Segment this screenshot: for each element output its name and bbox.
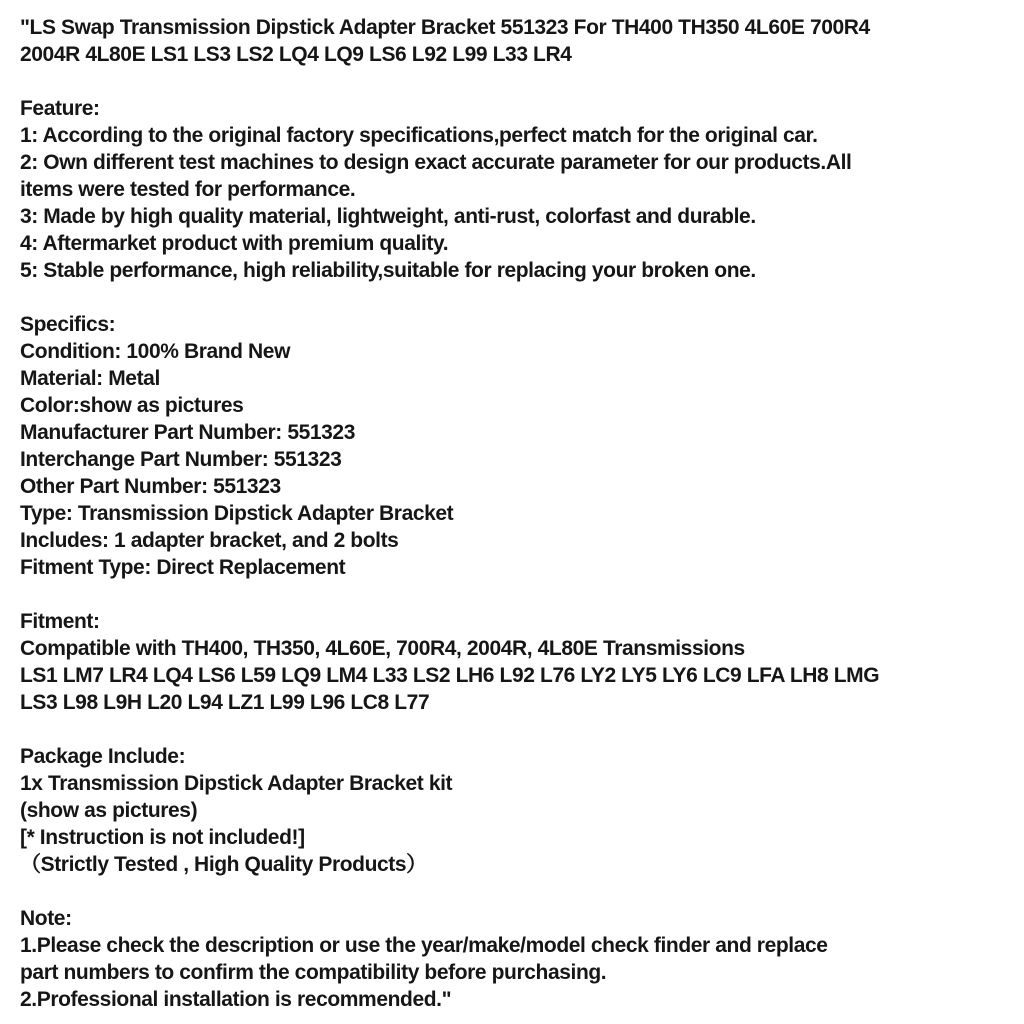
feature-item: 4: Aftermarket product with premium quality.: [20, 232, 449, 255]
feature-item-continuation: items were tested for performance.: [20, 178, 356, 201]
title-line: "LS Swap Transmission Dipstick Adapter Bracket 551323 For TH400 TH350 4L60E 700R4: [20, 16, 870, 39]
note-heading: Note:: [20, 907, 72, 930]
section-note: [20, 905, 1014, 1013]
feature-item: 1: According to the original factory specifications,perfect match for the original car.: [20, 124, 818, 147]
section-title: [20, 14, 1014, 68]
spec-material: Material: Metal: [20, 367, 160, 390]
feature-item: 3: Made by high quality material, lightweight, anti-rust, colorfast and durable.: [20, 205, 756, 228]
section-fitment: [20, 608, 1014, 716]
package-item: 1x Transmission Dipstick Adapter Bracket kit: [20, 772, 453, 795]
spec-color: Color:show as pictures: [20, 394, 244, 417]
spec-fitment-type: Fitment Type: Direct Replacement: [20, 556, 346, 579]
section-feature: [20, 95, 1014, 284]
fitment-heading: Fitment:: [20, 610, 100, 633]
spec-type: Type: Transmission Dipstick Adapter Bracket: [20, 502, 454, 525]
title-line: 2004R 4L80E LS1 LS3 LS2 LQ4 LQ9 LS6 L92 L99 L33 LR4: [20, 43, 572, 66]
package-note: (show as pictures): [20, 799, 198, 822]
fitment-engine-codes: LS3 L98 L9H L20 L94 LZ1 L99 L96 LC8 L77: [20, 691, 430, 714]
feature-item: 2: Own different test machines to design exact accurate parameter for our products.All: [20, 151, 852, 174]
feature-item: 5: Stable performance, high reliability,suitable for replacing your broken one.: [20, 259, 756, 282]
feature-heading: Feature:: [20, 97, 100, 120]
spec-interchange-part-number: Interchange Part Number: 551323: [20, 448, 342, 471]
fitment-engine-codes: LS1 LM7 LR4 LQ4 LS6 L59 LQ9 LM4 L33 LS2 LH6 L92 L76 LY2 LY5 LY6 LC9 LFA LH8 LMG: [20, 664, 880, 687]
package-instruction-note: [* Instruction is not included!]: [20, 826, 305, 849]
package-heading: Package Include:: [20, 745, 186, 768]
package-quality-note: （Strictly Tested , High Quality Products）: [20, 853, 427, 876]
spec-condition: Condition: 100% Brand New: [20, 340, 291, 363]
spec-includes: Includes: 1 adapter bracket, and 2 bolts: [20, 529, 399, 552]
spec-manufacturer-part-number: Manufacturer Part Number: 551323: [20, 421, 355, 444]
spec-other-part-number: Other Part Number: 551323: [20, 475, 281, 498]
section-package: [20, 743, 1014, 878]
note-item: 2.Professional installation is recommended.": [20, 988, 452, 1011]
note-item: 1.Please check the description or use the year/make/model check finder and replace: [20, 934, 828, 957]
fitment-compatibility: Compatible with TH400, TH350, 4L60E, 700R4, 2004R, 4L80E Transmissions: [20, 637, 745, 660]
section-specifics: [20, 311, 1014, 581]
note-item-continuation: part numbers to confirm the compatibility before purchasing.: [20, 961, 607, 984]
specifics-heading: Specifics:: [20, 313, 116, 336]
